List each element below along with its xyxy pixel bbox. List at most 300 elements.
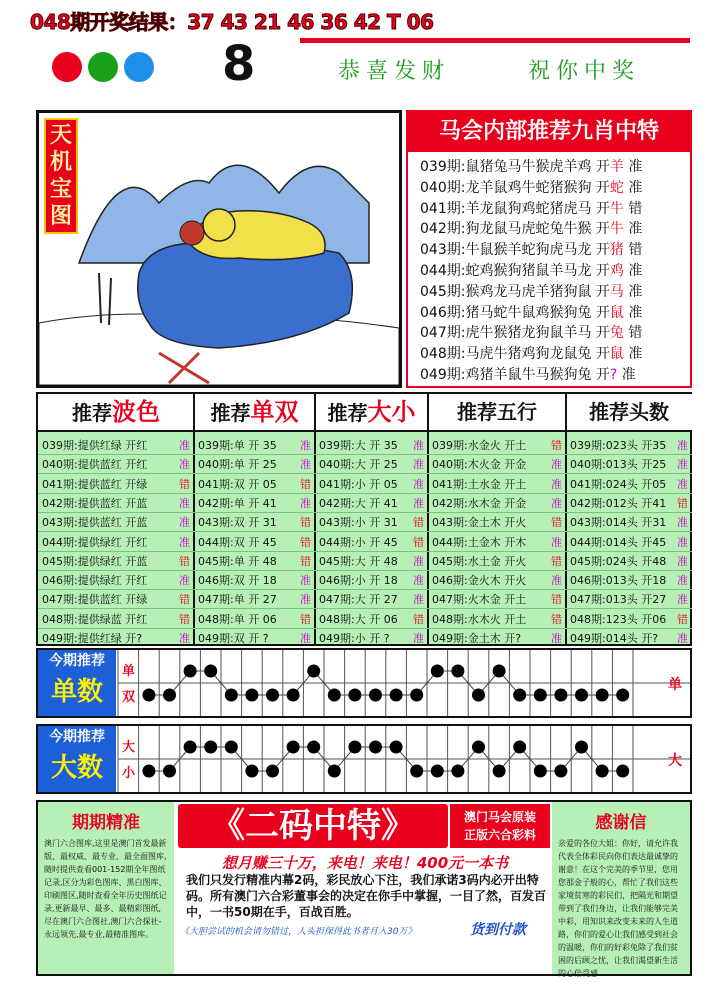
cell-result: 准 (413, 458, 424, 472)
cell-issue: 042期: (570, 496, 606, 510)
cell-result: 准 (677, 477, 688, 491)
cell-issue: 043期: (42, 516, 78, 530)
row-open: 猪 (609, 242, 624, 259)
cell-issue: 043期: (198, 516, 234, 530)
cell-text: 提供蓝红 开绿 (77, 593, 148, 607)
row-open: 马 (609, 283, 624, 300)
cell-result: 错 (551, 439, 562, 452)
cell-issue: 049期: (432, 632, 468, 645)
cell-result: 错 (551, 612, 562, 626)
cell-result: 准 (677, 516, 688, 530)
row-open: 鸡 (609, 263, 624, 279)
cell-text: 单 开 06 (233, 612, 277, 626)
chart-point (245, 765, 258, 778)
chart-point (287, 741, 300, 754)
chart-label (38, 650, 116, 716)
cell-text: 双 开 31 (233, 516, 277, 530)
row-zodiacs: 马虎牛猪鸡狗龙鼠兔 (465, 346, 592, 363)
row-issue: 046期: (420, 304, 466, 321)
cell-text: 土水金 开土 (467, 477, 527, 491)
chart-point (575, 741, 588, 754)
row-zodiacs: 猴鸡龙马虎羊猪狗鼠 (465, 283, 592, 300)
cell-result: 准 (551, 574, 562, 588)
cell-issue: 044期: (432, 535, 468, 549)
cell-issue: 046期: (570, 574, 606, 588)
cell-text: 双 开 05 (233, 477, 277, 491)
cell-result: 准 (413, 496, 424, 510)
chart-point (204, 665, 217, 678)
cell-issue: 041期: (42, 477, 78, 491)
cell-text: 024头 开48 (605, 554, 667, 568)
chart-point (554, 689, 567, 702)
chart-point (163, 765, 176, 778)
cell-issue: 047期: (42, 593, 78, 607)
chart-point (390, 689, 403, 702)
cell-result: 准 (179, 458, 190, 472)
cell-result: 准 (551, 632, 562, 645)
cell-issue: 045期: (570, 554, 606, 568)
row-result: 准 (621, 367, 636, 383)
chart-point (575, 689, 588, 702)
row-zodiacs: 鸡猪羊鼠牛马猴狗兔 (465, 367, 592, 383)
cell-text: 金土木 开火 (467, 516, 527, 530)
cell-text: 火木金 开土 (467, 593, 527, 607)
cell-text: 提供蓝红 开蓝 (77, 496, 148, 510)
slogan-right: 祝你中奖 (528, 59, 641, 84)
row-open-prefix: 开 (595, 159, 610, 175)
cell-issue: 049期: (198, 632, 234, 645)
cell-result: 错 (677, 496, 688, 510)
cell-issue: 040期: (198, 458, 234, 472)
cell-result: 准 (300, 632, 311, 645)
cell-text: 提供红绿 开红 (77, 439, 148, 452)
cell-result: 准 (413, 554, 424, 568)
chart-point (431, 765, 444, 778)
cell-result: 准 (413, 574, 424, 588)
row-open: 兔 (609, 325, 624, 342)
chart-point (534, 689, 547, 702)
cell-result: 错 (413, 612, 424, 626)
cell-result: 错 (179, 554, 190, 568)
row-zodiacs: 蛇鸡猴狗猪鼠羊马龙 (465, 263, 592, 279)
row-open-prefix: 开 (595, 367, 610, 383)
row-open: 牛 (609, 221, 624, 238)
chart-point (163, 689, 176, 702)
cell-text: 单 开 25 (233, 458, 277, 472)
row-result: 准 (628, 346, 643, 363)
ad-side-line2: 正版六合彩料 (463, 828, 536, 842)
cell-result: 准 (677, 458, 688, 472)
chart-top-label: 单 (122, 664, 136, 679)
cell-text: 双 开 45 (233, 535, 277, 549)
chart-point (554, 765, 567, 778)
row-result: 错 (628, 325, 643, 342)
cell-result: 错 (413, 516, 424, 530)
row-open: 鼠 (609, 346, 624, 363)
cell-text: 大 开 35 (354, 439, 398, 452)
cell-result: 准 (300, 496, 311, 510)
chart-point (513, 689, 526, 702)
cell-text: 012头 开41 (605, 496, 667, 510)
cell-issue: 039期: (432, 439, 468, 452)
cell-text: 013头 开25 (605, 458, 667, 472)
cell-issue: 048期: (42, 612, 78, 626)
header-prefix: 推荐头数 (589, 400, 669, 424)
cell-issue: 045期: (319, 554, 355, 568)
cell-issue: 040期: (432, 458, 468, 472)
cell-issue: 044期: (198, 535, 234, 549)
cell-issue: 041期: (319, 477, 355, 491)
chart-point (225, 689, 238, 702)
cell-result: 准 (300, 593, 311, 607)
chart-point (287, 689, 300, 702)
cell-result: 准 (677, 439, 688, 452)
cell-result: 错 (300, 554, 311, 568)
cell-issue: 048期: (198, 612, 234, 626)
cell-issue: 039期: (319, 439, 355, 452)
cell-issue: 046期: (319, 574, 355, 588)
row-issue: 041期: (420, 200, 466, 217)
chart-point (596, 765, 609, 778)
cell-issue: 049期: (319, 632, 355, 645)
cell-result: 准 (300, 574, 311, 588)
cell-issue: 046期: (198, 574, 234, 588)
cell-issue: 043期: (570, 516, 606, 530)
cell-result: 准 (413, 439, 424, 452)
chart-point (184, 665, 197, 678)
left-note-title: 期期精准 (72, 813, 140, 833)
row-result: 准 (628, 179, 643, 196)
thanks-letter-body: 亲爱的各位大姐：你好，请允许我代表全体彩民向你们表达最诚挚的谢意！在这个完美的季节里，您用您那金子般的心，帮忙了我们这些家境贫寒的彩民们，把隔光和期望带到了我们身边，让我们能够完美中彩，用知识来改变未来的人生道路，你们的爱心让我们感受到社会的温暖，你们的好彩兔除了我们贫困的后顾之忧，让我们渴望新生活的心倍受感 (558, 839, 678, 978)
chart-point (513, 741, 526, 754)
cell-result: 错 (413, 535, 424, 549)
chart-point (328, 765, 341, 778)
left-note-body: 澳门六合图库,这里是澳门首发最新版、最权威、最专业、最全面图库,随时提供查看001-152期全年图纸记录,区分为彩色图库、黑白图库、印刷图区,随时查看全年历史图纸记录,更新最早、最多、最精彩图纸,尽在澳门六合图社,澳门六合探社-永远领先,最专业,最精准图库。 (44, 839, 167, 939)
cell-text: 小 开 18 (354, 574, 398, 588)
cell-text: 单 开 41 (233, 496, 277, 510)
cell-issue: 042期: (319, 496, 355, 510)
row-zodiacs: 龙羊鼠鸡牛蛇猪猴狗 (465, 179, 592, 196)
cell-result: 准 (300, 439, 311, 452)
cell-issue: 040期: (42, 458, 78, 472)
row-open-prefix: 开 (595, 200, 610, 217)
lottery-result-text: 048期开奖结果：37 43 21 46 36 42 T 06 (30, 10, 434, 34)
issue-number: 8 (222, 36, 256, 92)
cell-text: 023头 开35 (605, 439, 667, 452)
cell-text: 提供红绿 开? (77, 632, 143, 645)
header-accent: 波色 (112, 397, 160, 426)
chart-point (369, 741, 382, 754)
cell-text: 单 开 27 (233, 593, 277, 607)
chart-bottom-label: 双 (122, 690, 136, 705)
cell-text: 单 开 35 (233, 439, 277, 452)
slogan-left: 恭喜发财 (338, 59, 451, 84)
chart-point (142, 689, 155, 702)
picture-title: 天机宝图 (44, 118, 78, 234)
cell-result: 准 (551, 458, 562, 472)
cell-issue: 039期: (42, 439, 78, 452)
row-open: 蛇 (609, 179, 624, 196)
cell-issue: 046期: (432, 574, 468, 588)
row-result: 准 (628, 221, 643, 238)
header-prefix: 推荐 (210, 401, 251, 425)
chart-point (204, 741, 217, 754)
cell-result: 准 (179, 574, 190, 588)
row-open-prefix: 开 (595, 221, 610, 238)
chart-point (472, 689, 485, 702)
cell-issue: 047期: (319, 593, 355, 607)
cell-text: 大 开 06 (354, 612, 398, 626)
row-issue: 048期: (420, 346, 466, 363)
chart-side-label: 大 (668, 753, 682, 769)
row-issue: 045期: (420, 283, 466, 300)
cell-result: 错 (300, 612, 311, 626)
chart-point (493, 765, 506, 778)
row-open-prefix: 开 (595, 179, 610, 196)
cell-result: 准 (677, 535, 688, 549)
row-open-prefix: 开 (595, 346, 610, 363)
row-issue: 040期: (420, 179, 466, 196)
cell-issue: 039期: (198, 439, 234, 452)
chart-point (410, 689, 423, 702)
cell-issue: 040期: (319, 458, 355, 472)
chart-point (184, 741, 197, 754)
chart-point (266, 765, 279, 778)
cell-issue: 041期: (198, 477, 234, 491)
header-accent: 大小 (367, 397, 416, 426)
cell-text: 013头 开27 (605, 593, 667, 607)
chart-bottom-label: 小 (122, 766, 136, 781)
cell-issue: 048期: (432, 612, 468, 626)
cell-issue: 047期: (570, 593, 606, 607)
row-open: 牛 (609, 200, 624, 217)
row-zodiacs: 羊龙鼠狗鸡蛇猪虎马 (465, 200, 592, 217)
cell-text: 双 开 18 (233, 574, 277, 588)
cell-text: 双 开 ? (233, 632, 269, 645)
chart-point (142, 765, 155, 778)
row-issue: 044期: (420, 263, 466, 279)
chart-point (390, 741, 403, 754)
cell-issue: 042期: (198, 496, 234, 510)
cell-result: 准 (551, 535, 562, 549)
cell-issue: 041期: (432, 477, 468, 491)
cell-issue: 045期: (198, 554, 234, 568)
cash-on-delivery: 货到付款 (470, 922, 526, 938)
cell-result: 准 (677, 593, 688, 607)
cell-result: 准 (179, 439, 190, 452)
chart-point (410, 765, 423, 778)
chart-point (266, 689, 279, 702)
header-accent: 单双 (250, 397, 299, 426)
cell-result: 错 (179, 612, 190, 626)
cell-text: 大 开 25 (354, 458, 398, 472)
cell-result: 准 (551, 496, 562, 510)
cell-text: 金土木 开? (467, 632, 522, 645)
cell-result: 错 (300, 535, 311, 549)
thanks-letter (552, 802, 690, 978)
cell-issue: 047期: (198, 593, 234, 607)
header-prefix: 推荐五行 (457, 400, 537, 424)
cell-issue: 044期: (319, 535, 355, 549)
cell-result: 错 (179, 593, 190, 607)
row-result: 准 (628, 159, 643, 175)
cell-issue: 040期: (570, 458, 606, 472)
chart-point (534, 765, 547, 778)
cell-text: 提供绿红 开蓝 (77, 554, 148, 568)
cell-text: 水木金 开金 (467, 496, 527, 510)
cell-result: 准 (551, 477, 562, 491)
row-open-prefix: 开 (595, 242, 610, 259)
left-note (38, 802, 174, 974)
row-open-prefix: 开 (595, 283, 610, 300)
cell-text: 提供绿红 开红 (77, 574, 148, 588)
row-zodiacs: 虎牛猴猪龙狗鼠羊马 (465, 325, 592, 342)
cell-text: 提供蓝红 开蓝 (77, 516, 148, 530)
cell-result: 错 (300, 477, 311, 491)
cell-issue: 046期: (42, 574, 78, 588)
cell-text: 013头 开18 (605, 574, 667, 588)
chart-point (307, 741, 320, 754)
row-zodiacs: 狗龙鼠马虎蛇兔牛猴 (465, 221, 592, 238)
chart-point (328, 689, 341, 702)
nine-zodiac-title: 马会内部推荐九肖中特 (406, 110, 692, 152)
cell-result: 错 (551, 593, 562, 607)
cell-text: 提供绿蓝 开红 (77, 612, 148, 626)
cell-result: 准 (677, 554, 688, 568)
erma-banner: 《二码中特》 (178, 804, 448, 848)
row-open: 羊 (609, 159, 624, 175)
cell-text: 大 开 48 (354, 554, 398, 568)
cell-text: 大 开 27 (354, 593, 398, 607)
cell-issue: 043期: (432, 516, 468, 530)
row-open: 鼠 (609, 304, 624, 321)
cell-result: 准 (179, 516, 190, 530)
cell-issue: 048期: (570, 612, 606, 626)
cell-result: 错 (179, 477, 190, 491)
row-result: 错 (628, 242, 643, 259)
cell-text: 提供绿红 开红 (77, 535, 148, 549)
cell-issue: 049期: (42, 632, 78, 645)
cell-text: 水木火 开土 (467, 612, 527, 626)
header-prefix: 推荐 (72, 401, 112, 425)
chart-top-label: 大 (122, 740, 136, 755)
cell-text: 大 开 41 (354, 496, 398, 510)
row-open: ? (609, 367, 618, 383)
chart-point (451, 665, 464, 678)
chart-point (348, 741, 361, 754)
row-result: 准 (628, 283, 643, 300)
cell-issue: 048期: (319, 612, 355, 626)
cell-issue: 049期: (570, 632, 606, 645)
chart-label-line2: 大数 (50, 753, 103, 783)
chart-point (472, 741, 485, 754)
cell-issue: 041期: (570, 477, 606, 491)
cell-result: 错 (677, 612, 688, 626)
cell-text: 提供蓝红 开绿 (77, 477, 148, 491)
cell-text: 123头 开06 (605, 612, 667, 626)
row-result: 错 (628, 200, 643, 217)
ad-side (450, 804, 550, 848)
cell-result: 错 (551, 516, 562, 530)
cell-text: 金火木 开火 (467, 574, 527, 588)
cell-result: 准 (413, 477, 424, 491)
chart-point (616, 689, 629, 702)
cell-text: 014头 开? (605, 632, 659, 645)
chart-point (451, 765, 464, 778)
row-zodiacs: 猪马蛇牛鼠鸡猴狗兔 (465, 304, 592, 321)
cell-result: 准 (179, 535, 190, 549)
promo-body: 我们只发行精准内幕2码，彩民放心下注，我们承诺3码内必开出特码。所有澳门六合彩董事会的决定在你手中掌握，一目了然，百发百中，一书50期在手，百战百胜。 (186, 873, 547, 919)
chart-point (431, 665, 444, 678)
row-zodiacs: 牛鼠猴羊蛇狗虎马龙 (465, 242, 592, 259)
cell-issue: 044期: (570, 535, 606, 549)
chart-label-line1: 今期推荐 (49, 653, 105, 669)
ad-side-line1: 澳门马会原装 (463, 810, 536, 824)
row-issue: 049期: (420, 367, 466, 383)
cell-issue: 043期: (319, 516, 355, 530)
cell-text: 水土金 开火 (467, 554, 527, 568)
cell-text: 小 开 31 (354, 516, 398, 530)
cell-result: 错 (551, 554, 562, 568)
cell-text: 014头 开31 (605, 516, 667, 530)
cell-issue: 045期: (432, 554, 468, 568)
chart-point (245, 689, 258, 702)
cell-text: 小 开 ? (354, 632, 390, 645)
cell-text: 014头 开45 (605, 535, 667, 549)
cell-result: 准 (677, 574, 688, 588)
chart-point (225, 741, 238, 754)
cell-result: 准 (179, 496, 190, 510)
chart-label (38, 726, 116, 792)
cell-issue: 042期: (432, 496, 468, 510)
cell-text: 提供蓝红 开红 (77, 458, 148, 472)
row-open-prefix: 开 (595, 325, 610, 342)
row-zodiacs: 鼠猪兔马牛猴虎羊鸡 (465, 159, 592, 175)
cell-result: 准 (413, 593, 424, 607)
row-issue: 042期: (420, 221, 466, 238)
cell-result: 准 (179, 632, 190, 645)
cell-text: 小 开 45 (354, 535, 398, 549)
chart-point (493, 665, 506, 678)
cell-text: 小 开 05 (354, 477, 398, 491)
chart-point (348, 689, 361, 702)
cell-result: 错 (300, 516, 311, 530)
chart-label-line1: 今期推荐 (49, 729, 105, 745)
chart-point (369, 689, 382, 702)
row-result: 准 (628, 304, 643, 321)
cell-issue: 047期: (432, 593, 468, 607)
row-result: 准 (628, 263, 643, 279)
cell-result: 准 (413, 632, 424, 645)
cell-text: 水金火 开土 (467, 439, 527, 452)
chart-point (307, 665, 320, 678)
row-issue: 039期: (420, 159, 466, 175)
cell-text: 木火金 开金 (467, 458, 527, 472)
row-open-prefix: 开 (595, 263, 610, 279)
cell-issue: 042期: (42, 496, 78, 510)
cell-text: 单 开 48 (233, 554, 277, 568)
thanks-letter-title: 感谢信 (595, 813, 647, 833)
promo-line: 想月赚三十万，来电！来电！400元一本书 (221, 854, 509, 872)
cell-issue: 044期: (42, 535, 78, 549)
chart-label-line2: 单数 (50, 677, 103, 707)
cell-result: 准 (300, 458, 311, 472)
chart-side-label: 单 (668, 677, 682, 693)
row-issue: 043期: (420, 242, 466, 259)
row-open-prefix: 开 (595, 304, 610, 321)
chart-point (596, 689, 609, 702)
row-issue: 047期: (420, 325, 466, 342)
